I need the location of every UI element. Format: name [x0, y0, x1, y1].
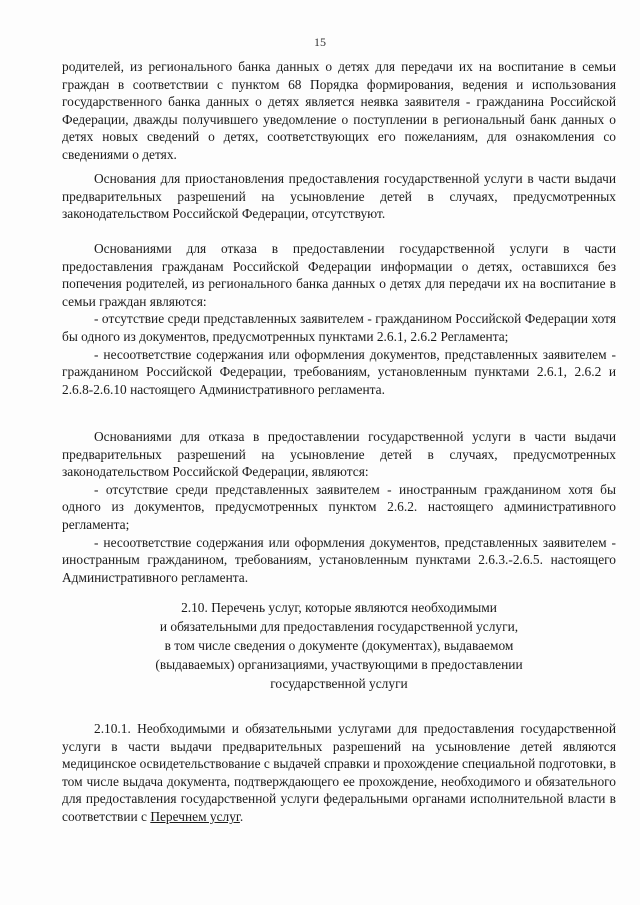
heading-line: 2.10. Перечень услуг, которые являются необходимыми	[181, 600, 497, 615]
paragraph-refusal-info	[62, 240, 616, 398]
paragraph-text: Основаниями для отказа в предоставлении государственной услуги в части предоставления гражданам Российской Федерации информации о детях, оставшихся без попечения родителей, из регионального банка данных о детях для передачи их на воспитание в семьи граждан являются:	[62, 241, 616, 309]
paragraph-body: 2.10.1. Необходимыми и обязательными услугами для предоставления государственной услуги в части выдачи предварительных разрешений на усыновление детей являются медицинское освидетельствование с выдачей справки и прохождение специальной подготовки, в том числе выдача документа, подтверждающего ее прохождение, необходимого и обязательного для предоставления государственной услуги федеральными органами исполнительной власти в соответствии с	[62, 721, 616, 824]
paragraph-text	[62, 720, 616, 826]
heading-line: и обязательными для предоставления государственной услуги,	[159, 619, 519, 634]
heading-line: государственной услуги	[270, 676, 408, 691]
list-item: - несоответствие содержания или оформления документов, представленных заявителем - гражданином Российской Федерации, требованиям, установленным пунктами 2.6.1, 2.6.2 и 2.6.8-2.6.10 настоящего Административного регламента.	[62, 346, 616, 397]
paragraph-text: Основания для приостановления предоставления государственной услуги в части выдачи предварительных разрешений на усыновление детей в случаях, предусмотренных законодательством Российской Федерации, отсутствуют.	[62, 171, 616, 222]
paragraph-text: Основаниями для отказа в предоставлении государственной услуги в части выдачи предварительных разрешений на усыновление детей в случаях, предусмотренных законодательством Российской Федерации, являются:	[62, 429, 616, 480]
paragraph-refusal-continuation	[62, 58, 616, 164]
paragraph-2-10-1	[62, 720, 616, 826]
paragraph-refusal-permission	[62, 428, 616, 586]
page-number: 15	[314, 35, 326, 49]
list-item: - несоответствие содержания или оформления документов, представленных заявителем - иностранным гражданином, требованиям, установленным пунктами 2.6.3.-2.6.5. настоящего Административного регламента.	[62, 534, 616, 585]
section-heading	[62, 598, 616, 693]
heading-line: (выдаваемых) организациями, участвующими в предоставлении	[155, 657, 523, 672]
list-item: - отсутствие среди представленных заявителем - иностранным гражданином хотя бы одного из документов, предусмотренных пунктом 2.6.2. настоящего административного регламента;	[62, 481, 616, 532]
list-item: - отсутствие среди представленных заявителем - гражданином Российской Федерации хотя бы одного из документов, предусмотренных пунктами 2.6.1, 2.6.2 Регламента;	[62, 311, 616, 344]
services-list-link[interactable]: Перечнем услуг	[150, 808, 240, 824]
heading-line: в том числе сведения о документе (документах), выдаваемом	[164, 638, 514, 653]
paragraph-suspension	[62, 170, 616, 223]
paragraph-text: родителей, из регионального банка данных о детях для передачи их на воспитание в семьи граждан в соответствии с пунктом 68 Порядка формирования, ведения и использования государственного банка данных о детях является неявка заявителя - гражданина Российской Федерации, дважды получившего уведомление о поступлении в региональный банк данных о детях новых сведений о детях, соответствующих его пожеланиям, для ознакомления со сведениями о детях.	[62, 59, 616, 162]
paragraph-end: .	[239, 808, 244, 824]
